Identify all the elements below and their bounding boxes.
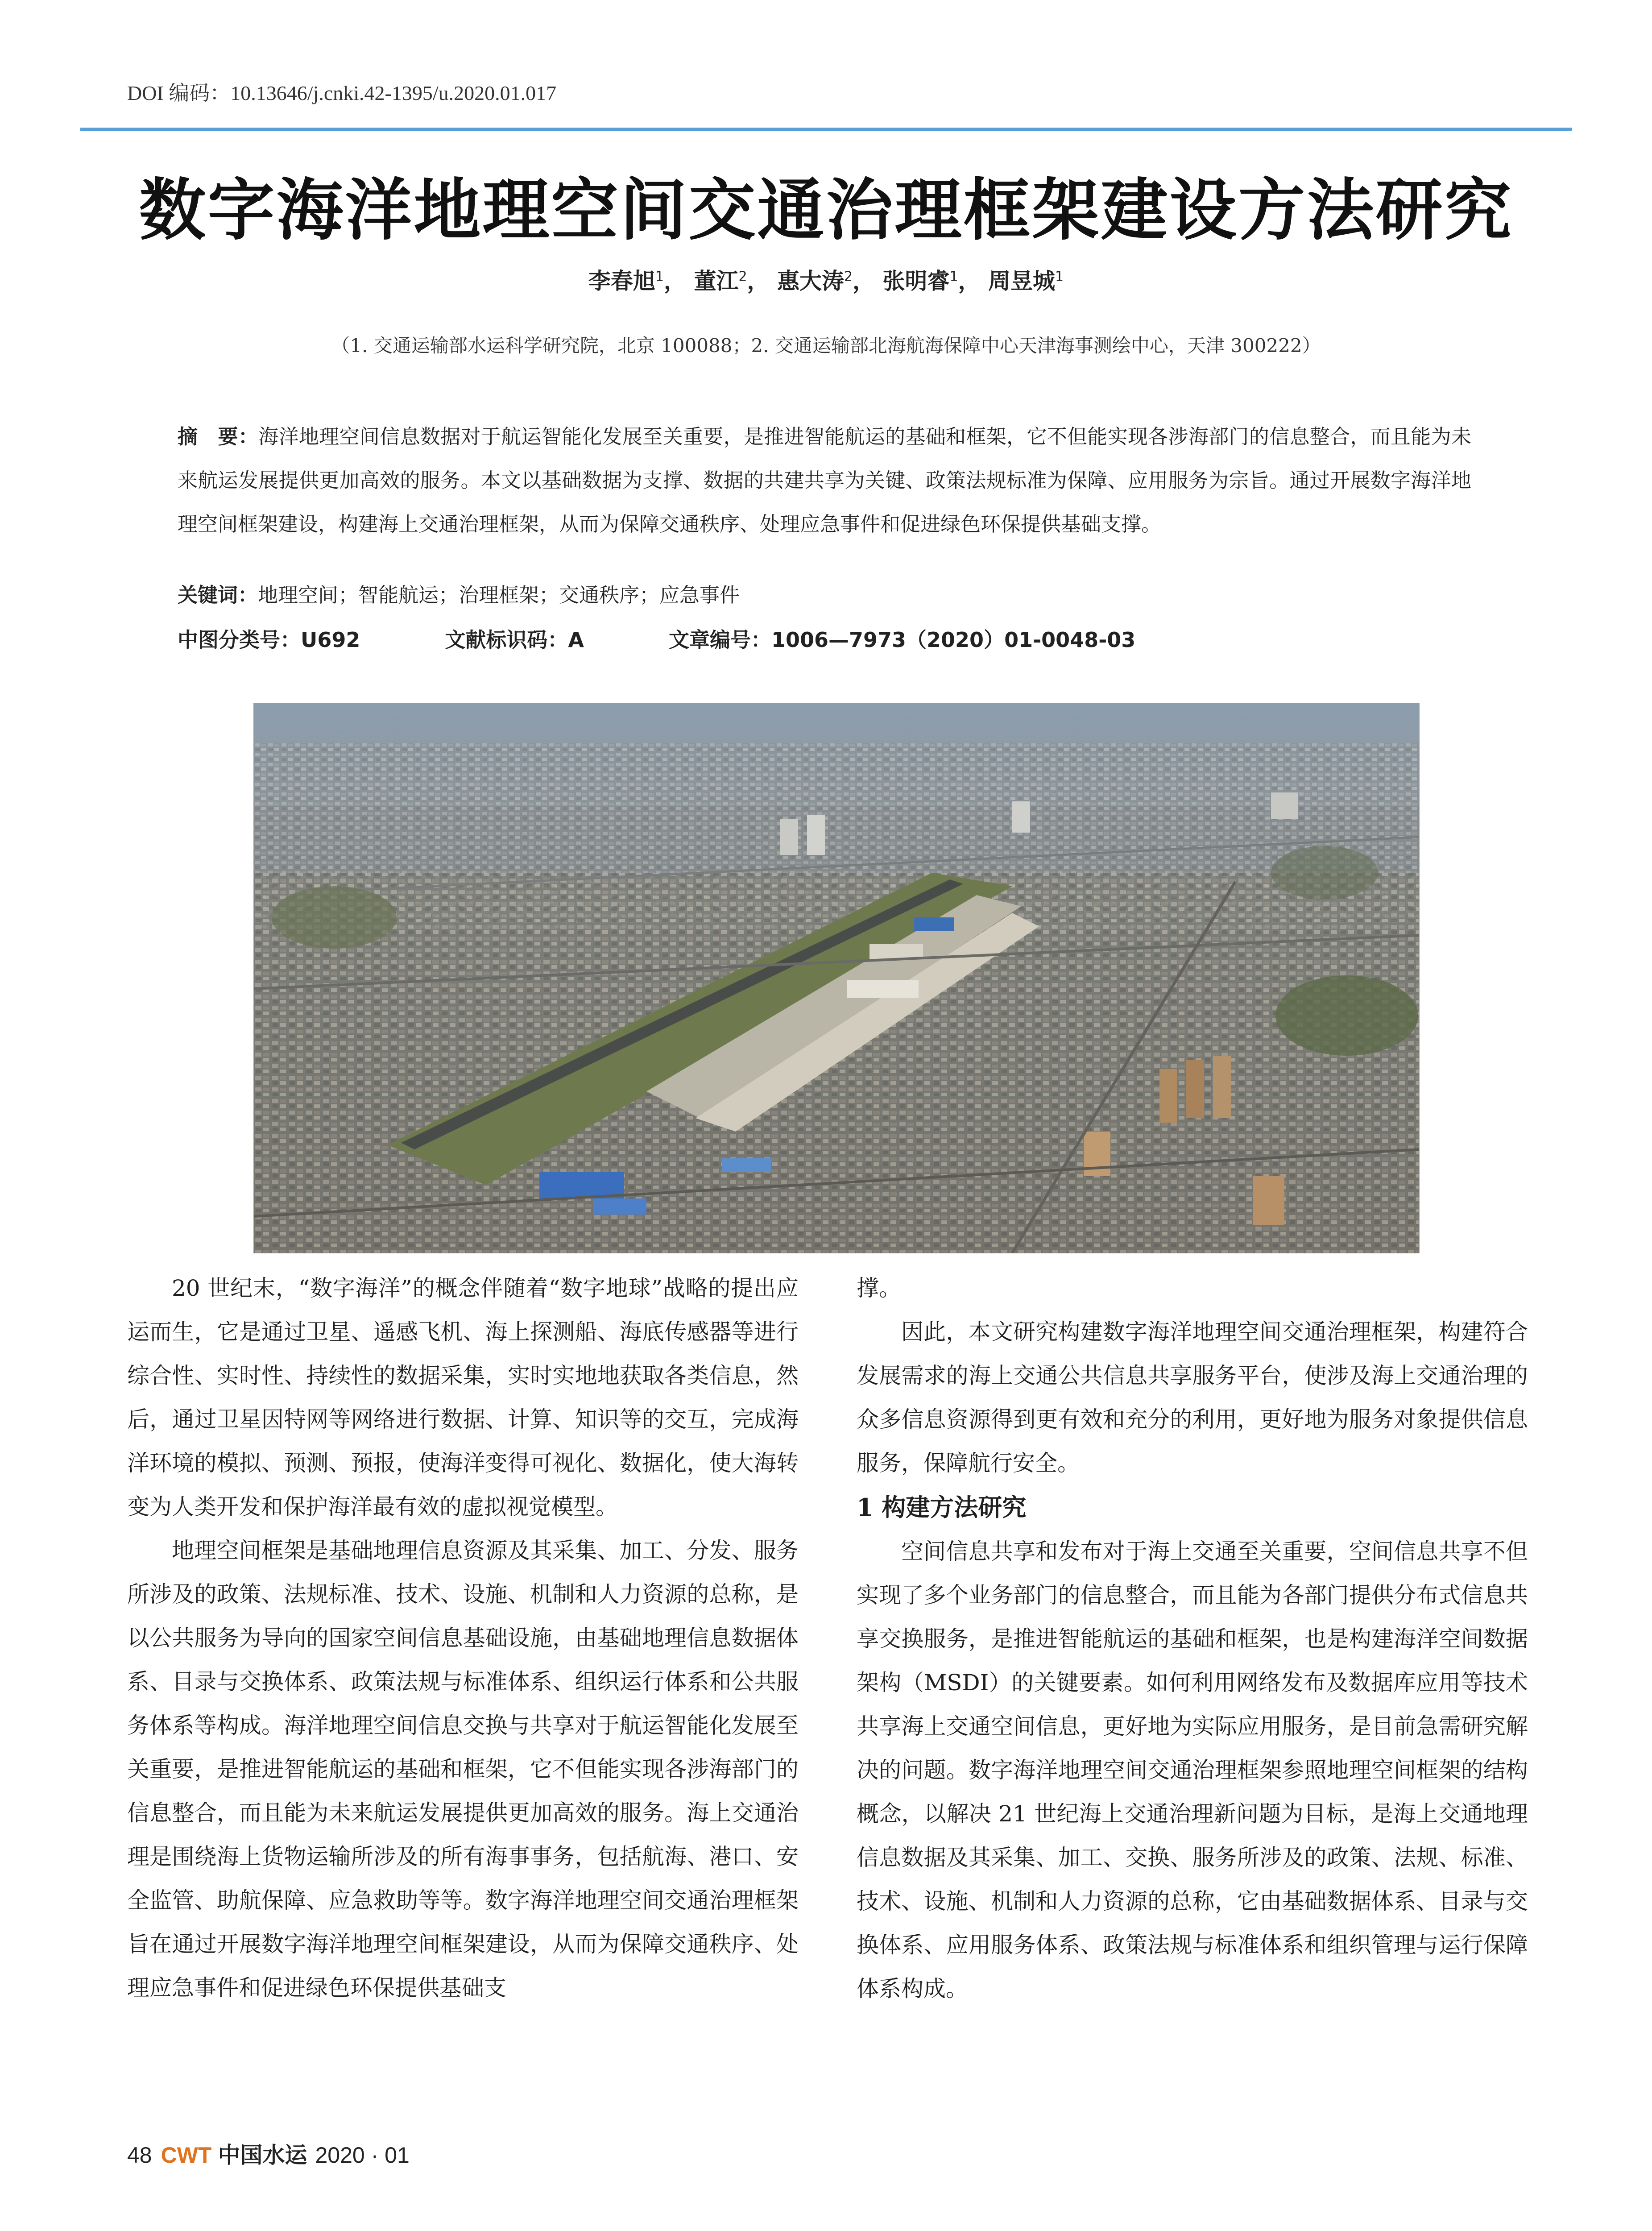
- journal-logo-cwt: CWT: [161, 2143, 212, 2168]
- page-footer: [127, 2137, 410, 2169]
- clc-number: 中图分类号：U692: [178, 628, 360, 652]
- article-number: 文章编号：1006—7973（2020）01-0048-03: [668, 628, 1136, 652]
- aerial-airport-photo: [253, 703, 1420, 1253]
- article-title: 数字海洋地理空间交通治理框架建设方法研究: [139, 172, 1513, 249]
- header-rule: [80, 128, 1572, 131]
- abstract-label: 摘 要：: [178, 425, 259, 448]
- body-paragraph: 空间信息共享和发布对于海上交通至关重要，空间信息共享不但实现了多个业务部门的信息整合，而且能为各部门提供分布式信息共享交换服务，是推进智能航运的基础和框架，也是构建海洋空间数据架构（MSDI）的关键要素。如何利用网络发布及数据库应用等技术共享海上交通空间信息，更好地为实际应用服务，是目前急需研究解决的问题。数字海洋地理空间交通治理框架参照地理空间框架的结构概念，以解决 21 世纪海上交通治理新问题为目标，是海上交通地理信息数据及其采集、加工、交换、服务所涉及的政策、法规、标准、技术、设施、机制和人力资源的总称，它由基础数据体系、目录与交换体系、应用服务体系、政策法规与标准体系和组织管理与运行保障体系构成。: [857, 1538, 1528, 2002]
- author-affiliation-mark: 1: [949, 269, 958, 285]
- affiliation: （1. 交通运输部水运科学研究院，北京 100088；2. 交通运输部北海航海保障中心天津海事测绘中心，天津 300222）: [331, 335, 1321, 357]
- section-heading: 1 构建方法研究: [857, 1493, 1027, 1522]
- body-paragraph: 地理空间框架是基础地理信息资源及其采集、加工、分发、服务所涉及的政策、法规标准、技术、设施、机制和人力资源的总称，是以公共服务为导向的国家空间信息基础设施，由基础地理信息数据体系、目录与交换体系、政策法规与标准体系、组织运行体系和公共服务体系等构成。海洋地理空间信息交换与共享对于航运智能化发展至关重要，是推进智能航运的基础和框架，它不但能实现各涉海部门的信息整合，而且能为未来航运发展提供更加高效的服务。海上交通治理是围绕海上货物运输所涉及的所有海事事务，包括航海、港口、安全监管、助航保障、应急救助等等。数字海洋地理空间交通治理框架旨在通过开展数字海洋地理空间框架建设，从而为保障交通秩序、处理应急事件和促进绿色环保提供基础支: [127, 1538, 799, 2001]
- abstract: [178, 415, 1471, 546]
- body-column-right: [857, 1266, 1528, 2011]
- page-number: 48: [127, 2143, 152, 2168]
- body-paragraph: 20 世纪末，“数字海洋”的概念伴随着“数字地球”战略的提出应运而生，它是通过卫星、遥感飞机、海上探测船、海底传感器等进行综合性、实时性、持续性的数据采集，实时实地地获取各类信息，然后，通过卫星因特网等网络进行数据、计算、知识等的交互，完成海洋环境的模拟、预测、预报，使海洋变得可视化、数据化，使大海转变为人类开发和保护海洋最有效的虚拟视觉模型。: [127, 1275, 799, 1520]
- body-paragraph: 因此，本文研究构建数字海洋地理空间交通治理框架，构建符合发展需求的海上交通公共信息共享服务平台，使涉及海上交通治理的众多信息资源得到更有效和充分的利用，更好地为服务对象提供信息服务，保障航行安全。: [857, 1319, 1528, 1476]
- journal-issue: 2020 · 01: [315, 2143, 410, 2168]
- body-column-left: [127, 1266, 799, 2010]
- classification-line: [178, 624, 1471, 653]
- abstract-text: 海洋地理空间信息数据对于航运智能化发展至关重要，是推进智能航运的基础和框架，它不但能实现各涉海部门的信息整合，而且能为未来航运发展提供更加高效的服务。本文以基础数据为支撑、数据的共建共享为关键、政策法规标准为保障、应用服务为宗旨。通过开展数字海洋地理空间框架建设，构建海上交通治理框架，从而为保障交通秩序、处理应急事件和促进绿色环保提供基础支撑。: [178, 425, 1471, 536]
- keywords: [178, 579, 1471, 608]
- author-name: 张明睿: [882, 268, 950, 294]
- author-list: 李春旭$^1$， 董江$^2$， 惠大涛$^2$， 张明睿$^1$， 周昱城$^1$: [588, 268, 1064, 294]
- journal-name: 中国水运: [218, 2142, 307, 2168]
- author-name: 李春旭: [588, 268, 655, 294]
- document-code: 文献标识码：A: [445, 628, 584, 652]
- doi-line: DOI 编码：10.13646/j.cnki.42-1395/u.2020.01.017: [127, 82, 557, 104]
- author-name: 董江: [694, 268, 739, 294]
- author-name: 周昱城: [988, 268, 1055, 294]
- author-affiliation-mark: 1: [1055, 269, 1064, 285]
- author-affiliation-mark: 2: [844, 269, 853, 285]
- keywords-label: 关键词：: [178, 583, 258, 607]
- author-affiliation-mark: 1: [655, 269, 664, 285]
- author-affiliation-mark: 2: [738, 269, 747, 285]
- author-name: 惠大涛: [777, 268, 844, 294]
- body-paragraph-continuation: 撑。: [857, 1275, 901, 1301]
- keywords-text: 地理空间；智能航运；治理框架；交通秩序；应急事件: [258, 583, 740, 607]
